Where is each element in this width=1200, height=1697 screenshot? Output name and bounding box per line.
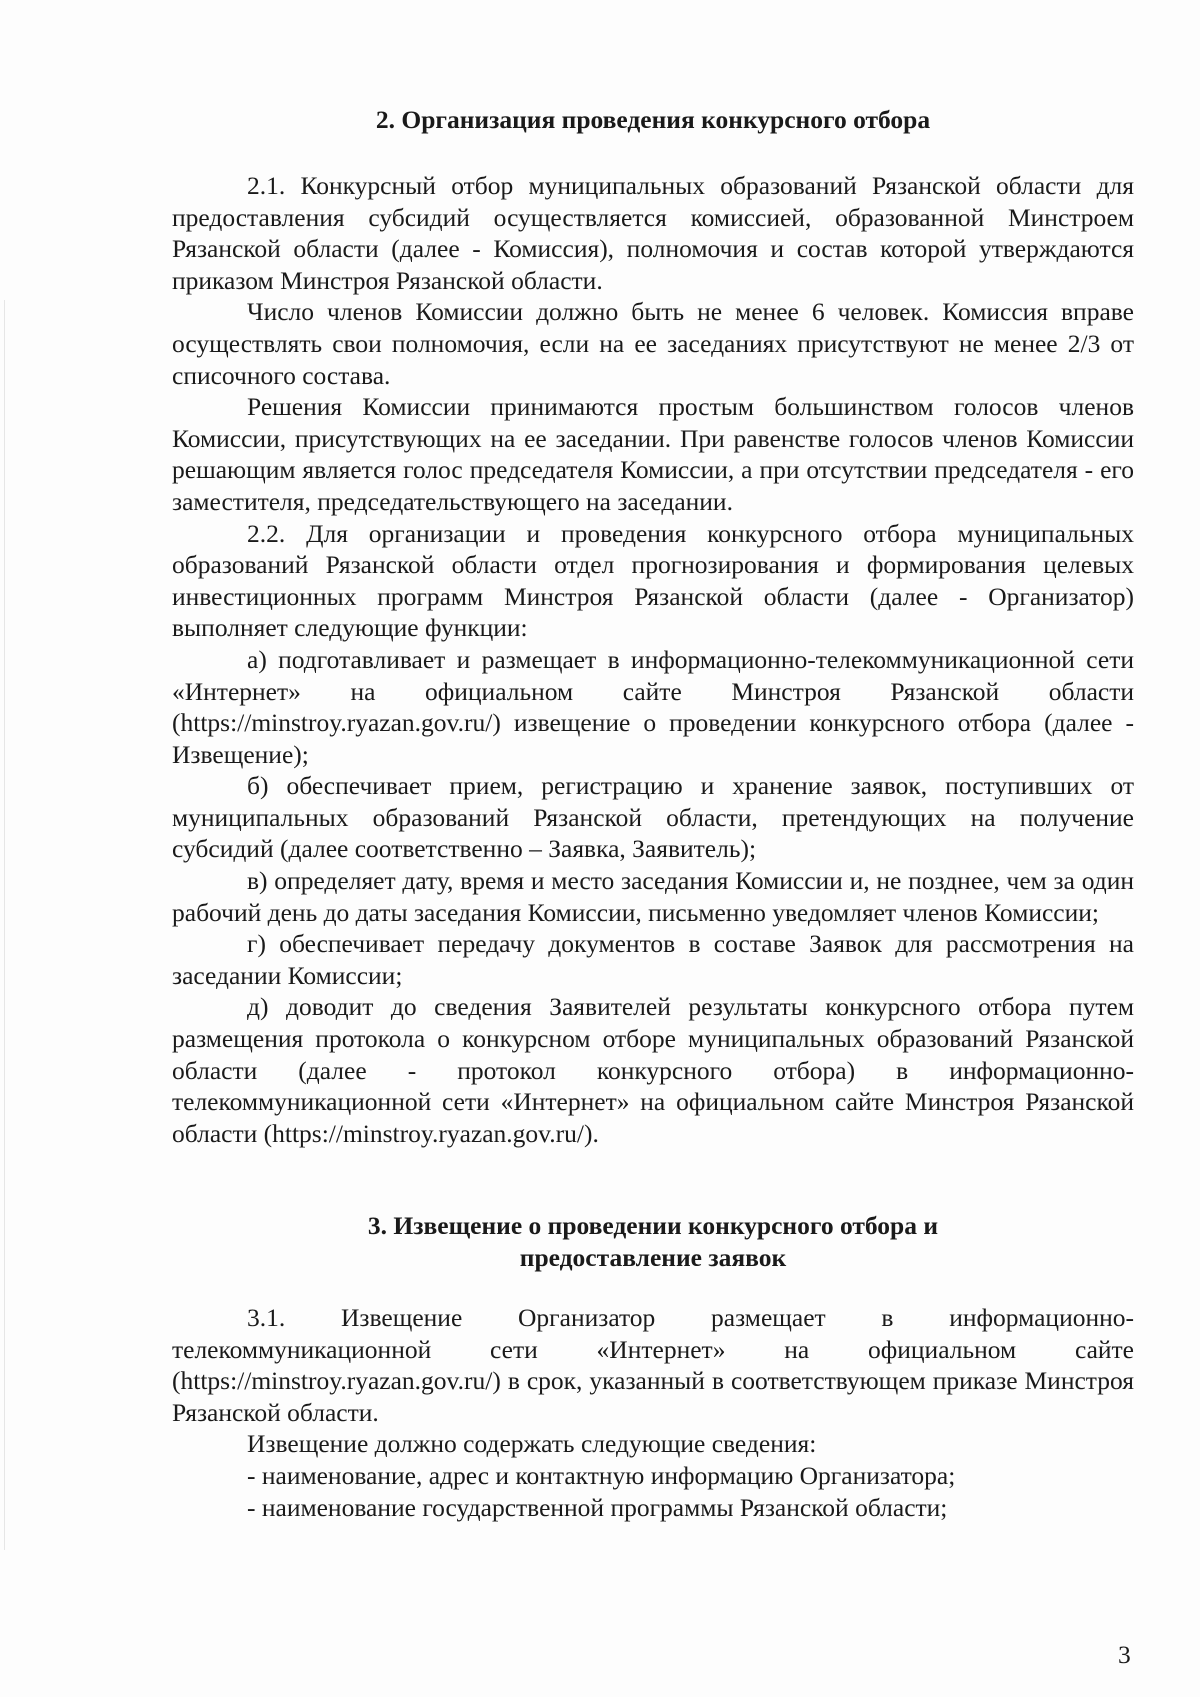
list-item-a: а) подготавливает и размещает в информационно-телекоммуникационной сети «Интернет» на официальном сайте Минстроя Рязанской области (https://minstroy.ryazan.gov.ru/) извещение о проведении конкурсного отбора (далее - Извещение); [172,644,1134,769]
paragraph-notice-contents: Извещение должно содержать следующие сведения: [247,1429,817,1459]
section-3-title-line-1: 3. Извещение о проведении конкурсного отбора и [367,1211,939,1240]
section-3-body [172,1302,1134,1523]
list-item-b: б) обеспечивает прием, регистрацию и хранение заявок, поступивших от муниципальных образований Рязанской области, претендующих на получение субсидий (далее соответственно – Заявка, Заявитель); [172,771,1134,864]
section-2-title: 2. Организация проведения конкурсного отбора [375,105,931,134]
paragraph-2-1: 2.1. Конкурсный отбор муниципальных образований Рязанской области для предоставления субсидий осуществляется комиссией, образованной Минстроем Рязанской области (далее - Комиссия), полномочия и состав которой утверждаются приказом Минстроя Рязанской области. [172,171,1134,295]
list-item-d: д) доводит до сведения Заявителей результаты конкурсного отбора путем размещения протокола о конкурсном отборе муниципальных образований Рязанской области (далее - протокол конкурсного отбора) в информационно-телекоммуникационной сети «Интернет» на официальном сайте Минстроя Рязанской области (https://minstroy.ryazan.gov.ru/). [172,992,1134,1148]
paragraph-2-2: 2.2. Для организации и проведения конкурсного отбора муниципальных образований Рязанской области отдел прогнозирования и формирования целевых инвестиционных программ Минстроя Рязанской области (далее - Организатор) выполняет следующие функции: [172,518,1134,643]
list-item-program: - наименование государственной программы Рязанской области; [247,1492,948,1522]
list-item-organizer: - наименование, адрес и контактную информацию Организатора; [247,1460,956,1490]
section-2-heading [172,104,1134,136]
list-item-g: г) обеспечивает передачу документов в составе Заявок для рассмотрения на заседании Комиссии; [172,929,1134,990]
section-3-heading [172,1210,1134,1274]
section-3-title-line-2: предоставление заявок [519,1243,787,1272]
paragraph-commission-members: Число членов Комиссии должно быть не менее 6 человек. Комиссия вправе осуществлять свои полномочия, если на ее заседаниях присутствуют не менее 2/3 от списочного состава. [172,297,1134,390]
list-item-v: в) определяет дату, время и место заседания Комиссии и, не позднее, чем за один рабочий день до даты заседания Комиссии, письменно уведомляет членов Комиссии; [172,866,1134,927]
page-number: 3 [1118,1640,1131,1669]
scan-edge-line [4,300,5,1550]
paragraph-commission-decisions: Решения Комиссии принимаются простым большинством голосов членов Комиссии, присутствующих на ее заседании. При равенстве голосов членов Комиссии решающим является голос председателя Комиссии, а при отсутствии председателя - его заместителя, председательствующего на заседании. [172,392,1134,516]
paragraph-3-1: 3.1. Извещение Организатор размещает в информационно-телекоммуникационной сети «Интернет» на официальном сайте (https://minstroy.ryazan.gov.ru/) в срок, указанный в соответствующем приказе Минстроя Рязанской области. [172,1303,1134,1427]
section-2-body [172,170,1134,1149]
